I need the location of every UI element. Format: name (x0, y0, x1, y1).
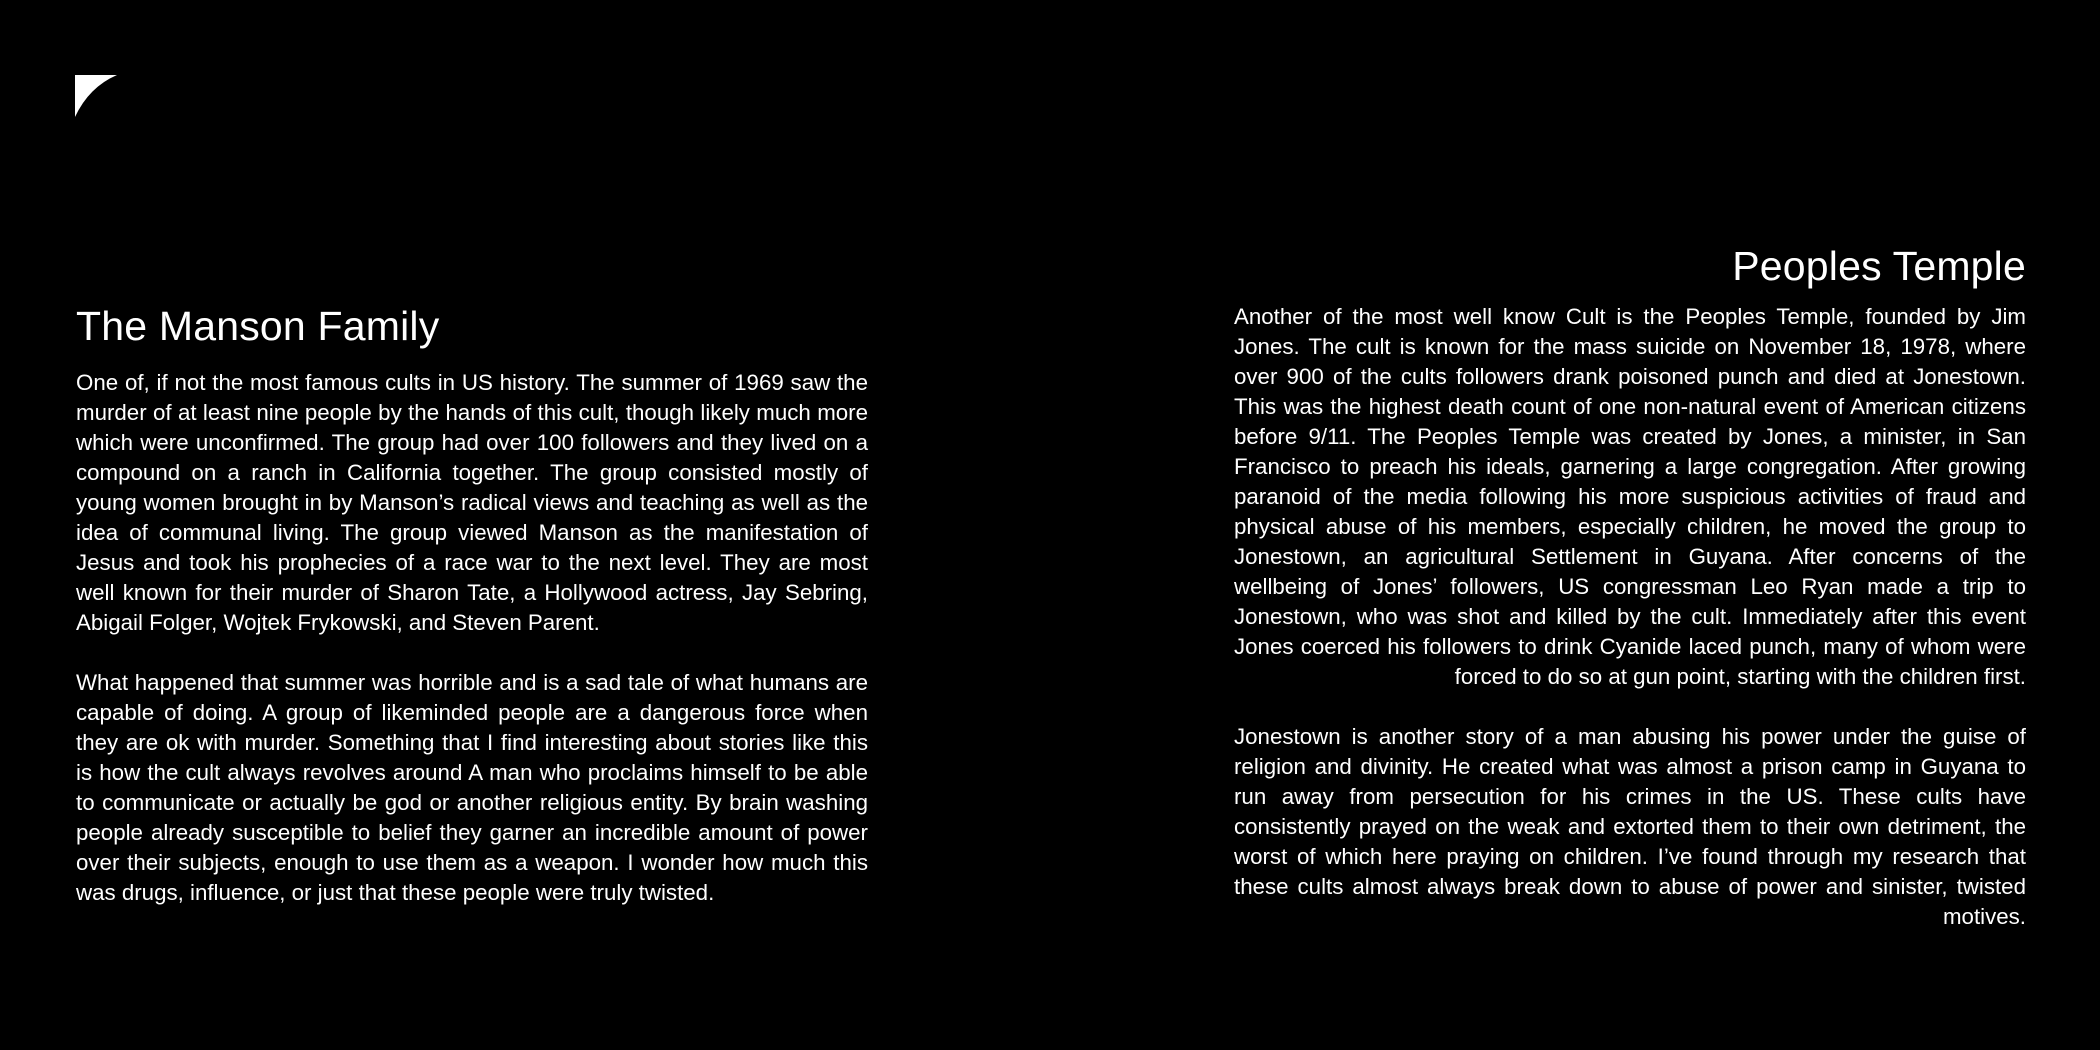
manson-family-title: The Manson Family (76, 303, 440, 349)
peoples-temple-title: Peoples Temple (1732, 243, 2026, 289)
peoples-temple-article (1234, 238, 2026, 932)
manson-family-paragraph-2: What happened that summer was horrible and is a sad tale of what humans are capable of doing. A group of likeminded people are a dangerous force when they are ok with murder. Something that I find interesting about stories like this is how the cult always revolves around A man who proclaims himself to be able to communicate or actually be god or another religious entity. By brain washing people already susceptible to belief they garner an incredible amount of power over their subjects, enough to use them as a weapon. I wonder how much this was drugs, influence, or just that these people were truly twisted. (76, 670, 868, 905)
manson-family-paragraph-1: One of, if not the most famous cults in US history. The summer of 1969 saw the murder of at least nine people by the hands of this cult, though likely much more which were unconfirmed. The group had over 100 followers and they lived on a compound on a ranch in California together. The group consisted mostly of young women brought in by Manson’s radical views and teaching as well as the idea of communal living. The group viewed Manson as the manifestation of Jesus and took his prophecies of a race war to the next level. They are most well known for their murder of Sharon Tate, a Hollywood actress, Jay Sebring, Abigail Folger, Wojtek Frykowski, and Steven Parent. (76, 370, 868, 635)
peoples-temple-paragraph-1: Another of the most well know Cult is the Peoples Temple, founded by Jim Jones. The cult is known for the mass suicide on November 18, 1978, where over 900 of the cults followers drank poisoned punch and died at Jonestown. This was the highest death count of one non-natural event of American citizens before 9/11. The Peoples Temple was created by Jones, a minister, in San Francisco to preach his ideals, garnering a large congregation. After growing paranoid of the media following his more suspicious activities of fraud and physical abuse of his members, especially children, he moved the group to Jonestown, an agricultural Settlement in Guyana. After concerns of the wellbeing of Jones’ followers, US congressman Leo Ryan made a trip to Jonestown, who was shot and killed by the cult. Immediately after this event Jones coerced his followers to drink Cyanide laced punch, many of whom were forced to do so at gun point, starting with the children first. (1234, 304, 2026, 689)
manson-family-article (76, 298, 868, 908)
peoples-temple-paragraph-2: Jonestown is another story of a man abusing his power under the guise of religion and divinity. He created what was almost a prison camp in Guyana to run away from persecution for his crimes in the US. These cults have consistently prayed on the weak and extorted them to their own detriment, the worst of which here praying on children. I’ve found through my research that these cults almost always break down to abuse of power and sinister, twisted motives. (1234, 724, 2026, 929)
corner-wedge-logo-icon (75, 75, 117, 117)
